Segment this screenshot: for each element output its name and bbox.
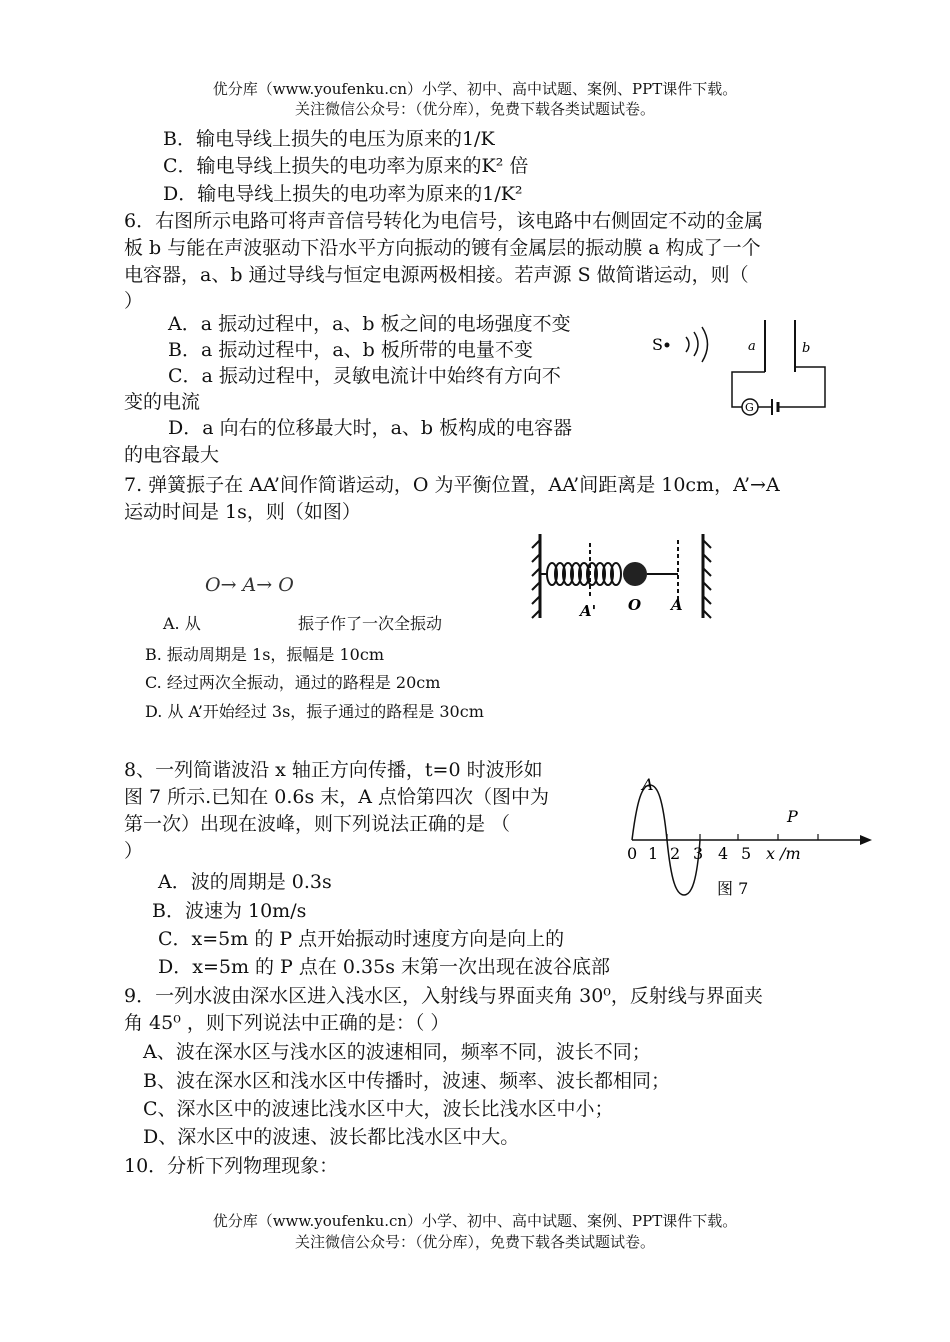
q8-x-axis-arrow bbox=[860, 835, 872, 845]
q9-option-b: B、波在深水区和浅水区中传播时，波速、频率、波长都相同； bbox=[143, 1070, 670, 1092]
q8-tick-label-3: 3 bbox=[693, 844, 704, 863]
q6-option-a: A．a 振动过程中，a、b 板之间的电场强度不变 bbox=[168, 313, 571, 335]
q7-a-prime-label: A' bbox=[580, 602, 597, 620]
q7-option-d: D. 从 A’开始经过 3s，振子通过的路程是 30cm bbox=[145, 702, 484, 721]
q8-stem-line-4: ） bbox=[124, 840, 144, 862]
q8-tick-label-0: 0 bbox=[627, 844, 638, 863]
q6-galvanometer-label: G bbox=[745, 401, 754, 414]
q7-o-label: O bbox=[628, 596, 642, 614]
q8-option-a: A．波的周期是 0.3s bbox=[158, 871, 332, 893]
q6-source-dot bbox=[665, 343, 670, 348]
q6-stem-line-4: ） bbox=[124, 290, 144, 312]
q8-tick-label-5: 5 bbox=[741, 844, 752, 863]
q8-point-p-label: P bbox=[787, 807, 798, 826]
q6-sound-wave-3 bbox=[702, 327, 708, 362]
q8-option-c: C．x=5m 的 P 点开始振动时速度方向是向上的 bbox=[158, 928, 565, 950]
q7-stem-line-2: 运动时间是 1s，则（如图） bbox=[124, 501, 361, 523]
q6-option-d-line-2: 的电容最大 bbox=[124, 444, 220, 466]
q8-axis-label: x /m bbox=[766, 844, 801, 863]
q8-peak-label: A bbox=[642, 775, 654, 794]
q9-stem-line-2: 角 45⁰ ，则下列说法中正确的是：（ ） bbox=[124, 1012, 450, 1034]
q6-plate-a-label: a bbox=[748, 339, 756, 354]
q5-option-d: D．输电导线上损失的电功率为原来的1/K² bbox=[163, 183, 523, 205]
q6-stem-line-3: 电容器，a、b 通过导线与恒定电源两极相接。若声源 S 做简谐运动，则（ bbox=[124, 264, 749, 286]
q6-option-d-line-1: D．a 向右的位移最大时，a、b 板构成的电容器 bbox=[168, 417, 573, 439]
header-line-1: 优分库（www.youfenku.cn）小学、初中、高中试题、案例、PPT课件下载。 bbox=[212, 80, 738, 98]
q8-tick-label-1: 1 bbox=[648, 844, 659, 863]
q8-option-d: D．x=5m 的 P 点在 0.35s 末第一次出现在波谷底部 bbox=[158, 956, 611, 978]
q8-stem-line-2: 图 7 所示.已知在 0.6s 末，A 点恰第四次（图中为 bbox=[124, 786, 550, 808]
q8-stem-line-1: 8、一列简谐波沿 x 轴正方向传播，t=0 时波形如 bbox=[124, 759, 543, 781]
q6-plate-b-label: b bbox=[802, 341, 811, 356]
q6-option-c-line-2: 变的电流 bbox=[124, 391, 201, 413]
q7-spring bbox=[547, 563, 621, 585]
q6-source-label: S bbox=[652, 335, 663, 354]
q7-option-a-suffix: 振子作了一次全振动 bbox=[298, 614, 443, 633]
q8-stem-line-3: 第一次）出现在波峰，则下列说法正确的是 （ bbox=[124, 813, 511, 835]
q7-option-c: C. 经过两次全振动，通过的路程是 20cm bbox=[145, 673, 441, 692]
q6-stem-line-2: 板 b 与能在声波驱动下沿水平方向振动的镀有金属层的振动膜 a 构成了一个 bbox=[124, 237, 761, 259]
q6-option-c-line-1: C．a 振动过程中，灵敏电流计中始终有方向不 bbox=[168, 365, 561, 387]
q8-tick-label-2: 2 bbox=[670, 844, 681, 863]
q7-formula: O→ A→ O bbox=[205, 574, 294, 596]
q7-stem-line-1: 7. 弹簧振子在 AA’间作简谐运动，O 为平衡位置，AA’间距离是 10cm，A’→A bbox=[124, 474, 780, 496]
q10-stem-line-1: 10．分析下列物理现象： bbox=[124, 1155, 339, 1177]
q7-option-b: B. 振动周期是 1s，振幅是 10cm bbox=[145, 645, 384, 664]
q8-figure-caption: 图 7 bbox=[717, 879, 749, 898]
q5-option-b: B．输电导线上损失的电压为原来的1/K bbox=[163, 128, 495, 150]
q8-option-b: B．波速为 10m/s bbox=[152, 900, 307, 922]
q9-option-c: C、深水区中的波速比浅水区中大，波长比浅水区中小； bbox=[143, 1098, 614, 1120]
q8-axis-ticks bbox=[667, 834, 818, 840]
footer-line-2: 关注微信公众号：（优分库），免费下载各类试题试卷。 bbox=[294, 1233, 655, 1251]
header-line-2: 关注微信公众号：（优分库），免费下载各类试题试卷。 bbox=[294, 100, 655, 118]
q9-option-d: D、深水区中的波速、波长都比浅水区中大。 bbox=[143, 1126, 520, 1148]
q9-option-a: A、波在深水区与浅水区的波速相同，频率不同，波长不同； bbox=[143, 1041, 651, 1063]
q6-option-b: B．a 振动过程中，a、b 板所带的电量不变 bbox=[168, 339, 533, 361]
q8-tick-label-4: 4 bbox=[718, 844, 729, 863]
q6-circuit-figure bbox=[640, 312, 840, 422]
q7-ball bbox=[623, 562, 647, 586]
q9-stem-line-1: 9．一列水波由深水区进入浅水区，入射线与界面夹角 30⁰，反射线与界面夹 bbox=[124, 985, 763, 1007]
q6-stem-line-1: 6．右图所示电路可将声音信号转化为电信号，该电路中右侧固定不动的金属 bbox=[124, 210, 764, 232]
footer-line-1: 优分库（www.youfenku.cn）小学、初中、高中试题、案例、PPT课件下载。 bbox=[212, 1212, 738, 1230]
q5-option-c: C．输电导线上损失的电功率为原来的K² 倍 bbox=[163, 155, 529, 177]
q8-wave-figure bbox=[620, 770, 880, 905]
q7-spring-figure bbox=[528, 528, 718, 628]
q7-option-a-prefix: A. 从 bbox=[163, 614, 201, 633]
q6-wire-right bbox=[778, 367, 825, 407]
q7-a-label: A bbox=[671, 596, 683, 614]
q6-sound-wave-2 bbox=[694, 332, 698, 356]
q6-sound-wave-1 bbox=[686, 337, 689, 352]
